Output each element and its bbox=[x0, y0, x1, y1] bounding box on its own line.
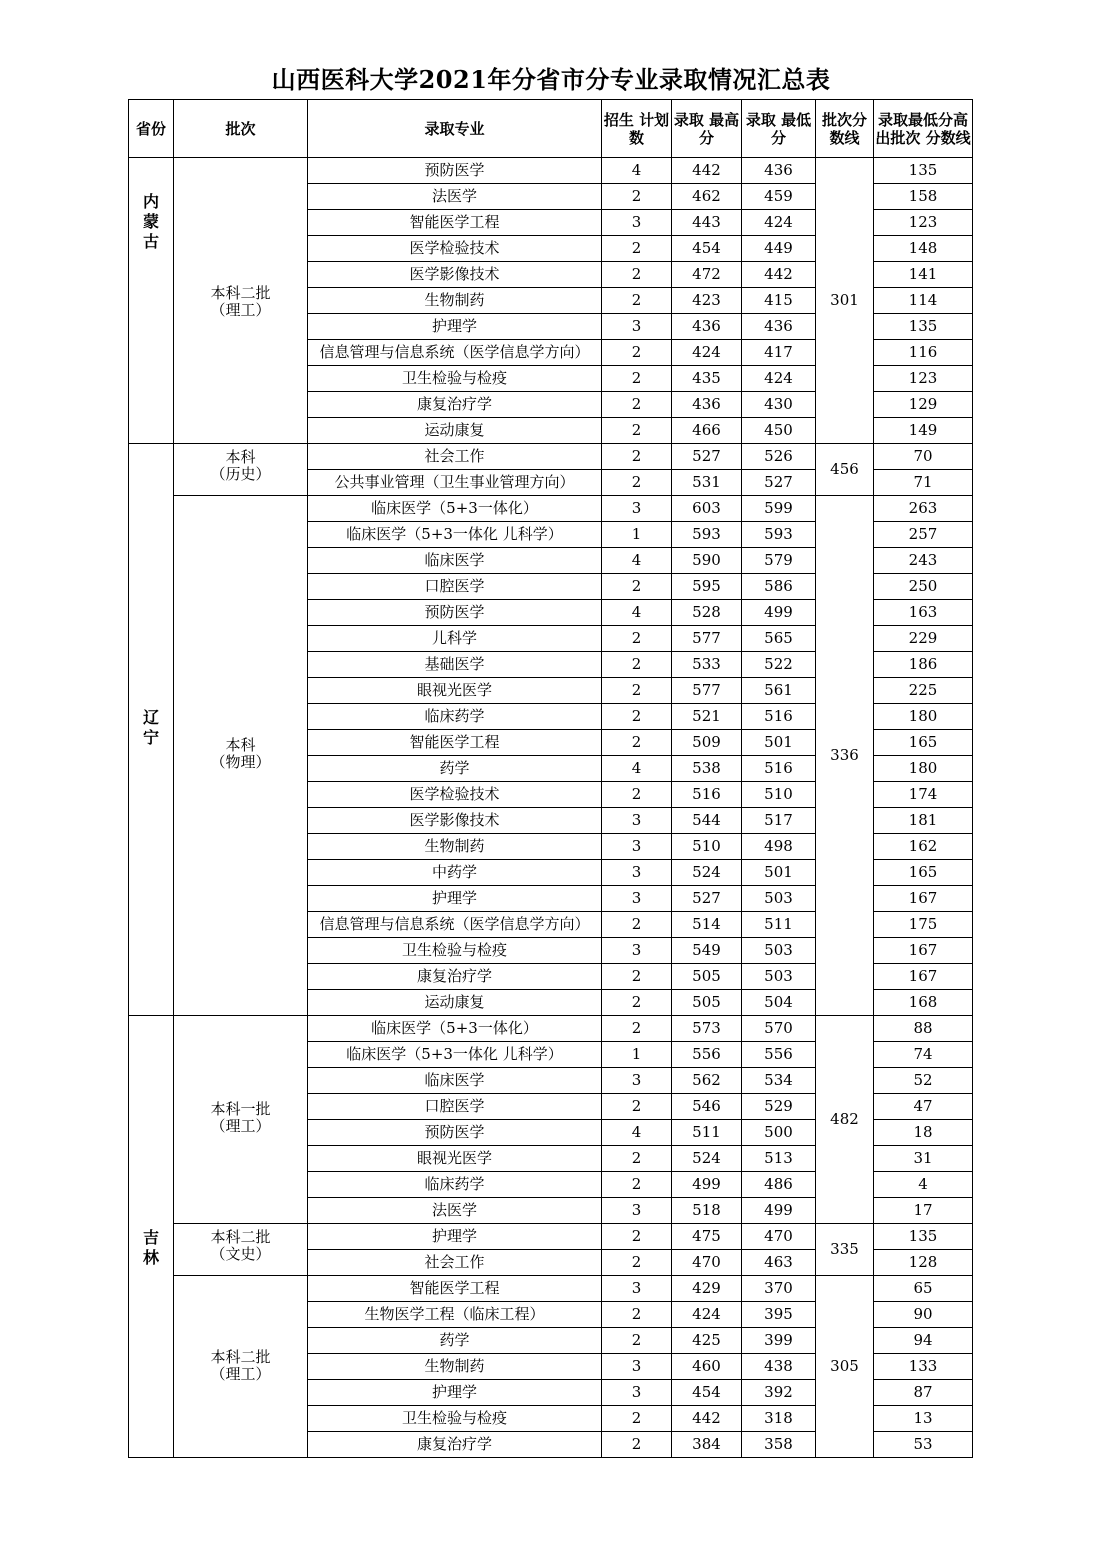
min-score-cell: 417 bbox=[742, 340, 816, 366]
major-cell: 公共事业管理（卫生事业管理方向） bbox=[308, 470, 602, 496]
over-line-cell: 263 bbox=[874, 496, 973, 522]
batch-line-cell: 456 bbox=[816, 444, 874, 496]
major-cell: 康复治疗学 bbox=[308, 964, 602, 990]
max-score-cell: 475 bbox=[672, 1224, 742, 1250]
major-cell: 医学检验技术 bbox=[308, 782, 602, 808]
min-score-cell: 424 bbox=[742, 366, 816, 392]
header-over-line: 录取最低分高出批次 分数线 bbox=[874, 100, 973, 158]
major-cell: 卫生检验与检疫 bbox=[308, 938, 602, 964]
plan-cell: 2 bbox=[602, 470, 672, 496]
min-score-cell: 500 bbox=[742, 1120, 816, 1146]
min-score-cell: 436 bbox=[742, 158, 816, 184]
max-score-cell: 524 bbox=[672, 860, 742, 886]
major-cell: 药学 bbox=[308, 756, 602, 782]
max-score-cell: 505 bbox=[672, 990, 742, 1016]
over-line-cell: 47 bbox=[874, 1094, 973, 1120]
plan-cell: 2 bbox=[602, 1094, 672, 1120]
plan-cell: 2 bbox=[602, 964, 672, 990]
batch-cell-label: 本科 （历史） bbox=[210, 448, 271, 483]
major-cell: 护理学 bbox=[308, 1224, 602, 1250]
min-score-cell: 565 bbox=[742, 626, 816, 652]
over-line-cell: 90 bbox=[874, 1302, 973, 1328]
plan-cell: 3 bbox=[602, 938, 672, 964]
batch-line-cell: 305 bbox=[816, 1276, 874, 1458]
over-line-cell: 243 bbox=[874, 548, 973, 574]
max-score-cell: 518 bbox=[672, 1198, 742, 1224]
plan-cell: 4 bbox=[602, 158, 672, 184]
max-score-cell: 577 bbox=[672, 626, 742, 652]
major-cell: 临床药学 bbox=[308, 1172, 602, 1198]
min-score-cell: 399 bbox=[742, 1328, 816, 1354]
max-score-cell: 528 bbox=[672, 600, 742, 626]
max-score-cell: 524 bbox=[672, 1146, 742, 1172]
over-line-cell: 168 bbox=[874, 990, 973, 1016]
major-cell: 临床医学（5+3一体化） bbox=[308, 1016, 602, 1042]
min-score-cell: 499 bbox=[742, 600, 816, 626]
plan-cell: 2 bbox=[602, 236, 672, 262]
max-score-cell: 436 bbox=[672, 314, 742, 340]
major-cell: 口腔医学 bbox=[308, 1094, 602, 1120]
over-line-cell: 149 bbox=[874, 418, 973, 444]
header-batch: 批次 bbox=[174, 100, 308, 158]
batch-line-cell: 301 bbox=[816, 158, 874, 444]
max-score-cell: 544 bbox=[672, 808, 742, 834]
admission-table bbox=[128, 99, 973, 1458]
plan-cell: 2 bbox=[602, 1172, 672, 1198]
min-score-cell: 586 bbox=[742, 574, 816, 600]
over-line-cell: 123 bbox=[874, 366, 973, 392]
over-line-cell: 74 bbox=[874, 1042, 973, 1068]
max-score-cell: 499 bbox=[672, 1172, 742, 1198]
over-line-cell: 186 bbox=[874, 652, 973, 678]
max-score-cell: 509 bbox=[672, 730, 742, 756]
over-line-cell: 88 bbox=[874, 1016, 973, 1042]
max-score-cell: 549 bbox=[672, 938, 742, 964]
batch-cell-label: 本科二批 （文史） bbox=[210, 1228, 271, 1263]
plan-cell: 3 bbox=[602, 314, 672, 340]
max-score-cell: 505 bbox=[672, 964, 742, 990]
table-row bbox=[129, 158, 973, 184]
plan-cell: 3 bbox=[602, 1380, 672, 1406]
plan-cell: 2 bbox=[602, 418, 672, 444]
min-score-cell: 503 bbox=[742, 964, 816, 990]
max-score-cell: 435 bbox=[672, 366, 742, 392]
plan-cell: 2 bbox=[602, 444, 672, 470]
over-line-cell: 158 bbox=[874, 184, 973, 210]
min-score-cell: 449 bbox=[742, 236, 816, 262]
plan-cell: 2 bbox=[602, 678, 672, 704]
min-score-cell: 395 bbox=[742, 1302, 816, 1328]
max-score-cell: 454 bbox=[672, 236, 742, 262]
max-score-cell: 424 bbox=[672, 340, 742, 366]
over-line-cell: 180 bbox=[874, 704, 973, 730]
header-province: 省份 bbox=[129, 100, 174, 158]
major-cell: 预防医学 bbox=[308, 158, 602, 184]
plan-cell: 2 bbox=[602, 1016, 672, 1042]
batch-cell bbox=[174, 1276, 308, 1458]
major-cell: 信息管理与信息系统（医学信息学方向） bbox=[308, 340, 602, 366]
province-cell bbox=[129, 1016, 174, 1458]
plan-cell: 2 bbox=[602, 652, 672, 678]
over-line-cell: 229 bbox=[874, 626, 973, 652]
max-score-cell: 562 bbox=[672, 1068, 742, 1094]
min-score-cell: 556 bbox=[742, 1042, 816, 1068]
over-line-cell: 129 bbox=[874, 392, 973, 418]
plan-cell: 2 bbox=[602, 1432, 672, 1458]
major-cell: 运动康复 bbox=[308, 990, 602, 1016]
major-cell: 生物医学工程（临床工程） bbox=[308, 1302, 602, 1328]
plan-cell: 2 bbox=[602, 626, 672, 652]
max-score-cell: 460 bbox=[672, 1354, 742, 1380]
over-line-cell: 181 bbox=[874, 808, 973, 834]
province-cell-label: 吉林 bbox=[142, 1228, 159, 1267]
max-score-cell: 470 bbox=[672, 1250, 742, 1276]
plan-cell: 2 bbox=[602, 184, 672, 210]
plan-cell: 2 bbox=[602, 262, 672, 288]
plan-cell: 3 bbox=[602, 860, 672, 886]
over-line-cell: 163 bbox=[874, 600, 973, 626]
header-min-score: 录取 最低分 bbox=[742, 100, 816, 158]
min-score-cell: 436 bbox=[742, 314, 816, 340]
major-cell: 智能医学工程 bbox=[308, 1276, 602, 1302]
min-score-cell: 370 bbox=[742, 1276, 816, 1302]
major-cell: 临床医学（5+3一体化 儿科学） bbox=[308, 522, 602, 548]
min-score-cell: 503 bbox=[742, 938, 816, 964]
max-score-cell: 462 bbox=[672, 184, 742, 210]
major-cell: 法医学 bbox=[308, 184, 602, 210]
min-score-cell: 513 bbox=[742, 1146, 816, 1172]
plan-cell: 2 bbox=[602, 782, 672, 808]
plan-cell: 2 bbox=[602, 366, 672, 392]
plan-cell: 2 bbox=[602, 392, 672, 418]
batch-line-cell: 336 bbox=[816, 496, 874, 1016]
over-line-cell: 31 bbox=[874, 1146, 973, 1172]
over-line-cell: 165 bbox=[874, 860, 973, 886]
page-title: 山西医科大学2021年分省市分专业录取情况汇总表 bbox=[271, 65, 831, 94]
over-line-cell: 53 bbox=[874, 1432, 973, 1458]
plan-cell: 2 bbox=[602, 1406, 672, 1432]
over-line-cell: 148 bbox=[874, 236, 973, 262]
over-line-cell: 180 bbox=[874, 756, 973, 782]
major-cell: 基础医学 bbox=[308, 652, 602, 678]
min-score-cell: 318 bbox=[742, 1406, 816, 1432]
plan-cell: 2 bbox=[602, 912, 672, 938]
plan-cell: 3 bbox=[602, 1276, 672, 1302]
over-line-cell: 52 bbox=[874, 1068, 973, 1094]
max-score-cell: 533 bbox=[672, 652, 742, 678]
over-line-cell: 257 bbox=[874, 522, 973, 548]
major-cell: 临床药学 bbox=[308, 704, 602, 730]
plan-cell: 3 bbox=[602, 210, 672, 236]
major-cell: 康复治疗学 bbox=[308, 392, 602, 418]
min-score-cell: 430 bbox=[742, 392, 816, 418]
province-cell bbox=[129, 444, 174, 1016]
batch-cell bbox=[174, 444, 308, 496]
over-line-cell: 94 bbox=[874, 1328, 973, 1354]
max-score-cell: 425 bbox=[672, 1328, 742, 1354]
min-score-cell: 459 bbox=[742, 184, 816, 210]
max-score-cell: 511 bbox=[672, 1120, 742, 1146]
batch-line-cell: 335 bbox=[816, 1224, 874, 1276]
plan-cell: 2 bbox=[602, 1250, 672, 1276]
major-cell: 医学影像技术 bbox=[308, 808, 602, 834]
min-score-cell: 510 bbox=[742, 782, 816, 808]
major-cell: 临床医学 bbox=[308, 548, 602, 574]
min-score-cell: 516 bbox=[742, 756, 816, 782]
over-line-cell: 123 bbox=[874, 210, 973, 236]
batch-cell bbox=[174, 496, 308, 1016]
max-score-cell: 593 bbox=[672, 522, 742, 548]
plan-cell: 2 bbox=[602, 1146, 672, 1172]
min-score-cell: 392 bbox=[742, 1380, 816, 1406]
min-score-cell: 438 bbox=[742, 1354, 816, 1380]
major-cell: 生物制药 bbox=[308, 834, 602, 860]
major-cell: 临床医学（5+3一体化） bbox=[308, 496, 602, 522]
max-score-cell: 510 bbox=[672, 834, 742, 860]
max-score-cell: 531 bbox=[672, 470, 742, 496]
over-line-cell: 250 bbox=[874, 574, 973, 600]
max-score-cell: 573 bbox=[672, 1016, 742, 1042]
header-plan: 招生 计划数 bbox=[602, 100, 672, 158]
max-score-cell: 423 bbox=[672, 288, 742, 314]
over-line-cell: 70 bbox=[874, 444, 973, 470]
over-line-cell: 128 bbox=[874, 1250, 973, 1276]
major-cell: 眼视光医学 bbox=[308, 1146, 602, 1172]
major-cell: 护理学 bbox=[308, 886, 602, 912]
batch-line-cell: 482 bbox=[816, 1016, 874, 1224]
table-row bbox=[129, 1016, 973, 1042]
min-score-cell: 511 bbox=[742, 912, 816, 938]
min-score-cell: 517 bbox=[742, 808, 816, 834]
over-line-cell: 225 bbox=[874, 678, 973, 704]
min-score-cell: 570 bbox=[742, 1016, 816, 1042]
major-cell: 护理学 bbox=[308, 314, 602, 340]
province-cell bbox=[129, 158, 174, 444]
max-score-cell: 443 bbox=[672, 210, 742, 236]
max-score-cell: 514 bbox=[672, 912, 742, 938]
plan-cell: 2 bbox=[602, 288, 672, 314]
major-cell: 医学检验技术 bbox=[308, 236, 602, 262]
plan-cell: 3 bbox=[602, 496, 672, 522]
plan-cell: 2 bbox=[602, 704, 672, 730]
header-batch-line: 批次分数线 bbox=[816, 100, 874, 158]
over-line-cell: 175 bbox=[874, 912, 973, 938]
max-score-cell: 556 bbox=[672, 1042, 742, 1068]
plan-cell: 3 bbox=[602, 1354, 672, 1380]
min-score-cell: 498 bbox=[742, 834, 816, 860]
min-score-cell: 501 bbox=[742, 730, 816, 756]
table-row bbox=[129, 1224, 973, 1250]
max-score-cell: 527 bbox=[672, 886, 742, 912]
over-line-cell: 65 bbox=[874, 1276, 973, 1302]
major-cell: 智能医学工程 bbox=[308, 730, 602, 756]
over-line-cell: 4 bbox=[874, 1172, 973, 1198]
plan-cell: 2 bbox=[602, 990, 672, 1016]
plan-cell: 3 bbox=[602, 834, 672, 860]
over-line-cell: 133 bbox=[874, 1354, 973, 1380]
major-cell: 临床医学 bbox=[308, 1068, 602, 1094]
major-cell: 眼视光医学 bbox=[308, 678, 602, 704]
max-score-cell: 527 bbox=[672, 444, 742, 470]
min-score-cell: 486 bbox=[742, 1172, 816, 1198]
major-cell: 预防医学 bbox=[308, 1120, 602, 1146]
batch-cell bbox=[174, 1016, 308, 1224]
min-score-cell: 424 bbox=[742, 210, 816, 236]
major-cell: 生物制药 bbox=[308, 1354, 602, 1380]
header-max-score: 录取 最高分 bbox=[672, 100, 742, 158]
max-score-cell: 424 bbox=[672, 1302, 742, 1328]
major-cell: 康复治疗学 bbox=[308, 1432, 602, 1458]
major-cell: 法医学 bbox=[308, 1198, 602, 1224]
major-cell: 运动康复 bbox=[308, 418, 602, 444]
over-line-cell: 135 bbox=[874, 158, 973, 184]
major-cell: 卫生检验与检疫 bbox=[308, 366, 602, 392]
major-cell: 儿科学 bbox=[308, 626, 602, 652]
max-score-cell: 603 bbox=[672, 496, 742, 522]
min-score-cell: 442 bbox=[742, 262, 816, 288]
max-score-cell: 595 bbox=[672, 574, 742, 600]
over-line-cell: 135 bbox=[874, 314, 973, 340]
max-score-cell: 384 bbox=[672, 1432, 742, 1458]
max-score-cell: 546 bbox=[672, 1094, 742, 1120]
major-cell: 智能医学工程 bbox=[308, 210, 602, 236]
over-line-cell: 71 bbox=[874, 470, 973, 496]
plan-cell: 1 bbox=[602, 1042, 672, 1068]
plan-cell: 4 bbox=[602, 756, 672, 782]
over-line-cell: 87 bbox=[874, 1380, 973, 1406]
over-line-cell: 162 bbox=[874, 834, 973, 860]
table-row bbox=[129, 444, 973, 470]
plan-cell: 1 bbox=[602, 522, 672, 548]
min-score-cell: 522 bbox=[742, 652, 816, 678]
min-score-cell: 561 bbox=[742, 678, 816, 704]
province-cell-label: 辽宁 bbox=[142, 708, 159, 747]
min-score-cell: 504 bbox=[742, 990, 816, 1016]
min-score-cell: 470 bbox=[742, 1224, 816, 1250]
major-cell: 信息管理与信息系统（医学信息学方向） bbox=[308, 912, 602, 938]
batch-cell-label: 本科 （物理） bbox=[210, 736, 271, 771]
header-major: 录取专业 bbox=[308, 100, 602, 158]
plan-cell: 4 bbox=[602, 600, 672, 626]
min-score-cell: 499 bbox=[742, 1198, 816, 1224]
max-score-cell: 577 bbox=[672, 678, 742, 704]
min-score-cell: 526 bbox=[742, 444, 816, 470]
over-line-cell: 141 bbox=[874, 262, 973, 288]
plan-cell: 2 bbox=[602, 574, 672, 600]
province-cell-label: 内蒙古 bbox=[142, 192, 159, 251]
max-score-cell: 516 bbox=[672, 782, 742, 808]
plan-cell: 3 bbox=[602, 1068, 672, 1094]
over-line-cell: 167 bbox=[874, 964, 973, 990]
over-line-cell: 167 bbox=[874, 938, 973, 964]
min-score-cell: 516 bbox=[742, 704, 816, 730]
over-line-cell: 174 bbox=[874, 782, 973, 808]
major-cell: 临床医学（5+3一体化 儿科学） bbox=[308, 1042, 602, 1068]
max-score-cell: 521 bbox=[672, 704, 742, 730]
over-line-cell: 135 bbox=[874, 1224, 973, 1250]
min-score-cell: 501 bbox=[742, 860, 816, 886]
max-score-cell: 442 bbox=[672, 158, 742, 184]
max-score-cell: 436 bbox=[672, 392, 742, 418]
batch-cell-label: 本科二批 （理工） bbox=[210, 284, 271, 319]
table-row bbox=[129, 1276, 973, 1302]
min-score-cell: 579 bbox=[742, 548, 816, 574]
min-score-cell: 503 bbox=[742, 886, 816, 912]
over-line-cell: 13 bbox=[874, 1406, 973, 1432]
major-cell: 社会工作 bbox=[308, 444, 602, 470]
plan-cell: 2 bbox=[602, 1302, 672, 1328]
max-score-cell: 429 bbox=[672, 1276, 742, 1302]
table-row bbox=[129, 496, 973, 522]
table-body bbox=[129, 158, 973, 1458]
batch-cell-label: 本科二批 （理工） bbox=[210, 1348, 271, 1383]
over-line-cell: 114 bbox=[874, 288, 973, 314]
plan-cell: 2 bbox=[602, 730, 672, 756]
plan-cell: 3 bbox=[602, 1198, 672, 1224]
plan-cell: 4 bbox=[602, 548, 672, 574]
batch-cell bbox=[174, 158, 308, 444]
major-cell: 生物制药 bbox=[308, 288, 602, 314]
plan-cell: 2 bbox=[602, 340, 672, 366]
major-cell: 医学影像技术 bbox=[308, 262, 602, 288]
plan-cell: 3 bbox=[602, 886, 672, 912]
min-score-cell: 529 bbox=[742, 1094, 816, 1120]
major-cell: 中药学 bbox=[308, 860, 602, 886]
min-score-cell: 593 bbox=[742, 522, 816, 548]
min-score-cell: 527 bbox=[742, 470, 816, 496]
min-score-cell: 463 bbox=[742, 1250, 816, 1276]
over-line-cell: 18 bbox=[874, 1120, 973, 1146]
plan-cell: 2 bbox=[602, 1224, 672, 1250]
major-cell: 卫生检验与检疫 bbox=[308, 1406, 602, 1432]
max-score-cell: 590 bbox=[672, 548, 742, 574]
major-cell: 药学 bbox=[308, 1328, 602, 1354]
header-row bbox=[129, 100, 973, 158]
major-cell: 预防医学 bbox=[308, 600, 602, 626]
plan-cell: 4 bbox=[602, 1120, 672, 1146]
min-score-cell: 534 bbox=[742, 1068, 816, 1094]
over-line-cell: 167 bbox=[874, 886, 973, 912]
batch-cell-label: 本科一批 （理工） bbox=[210, 1100, 271, 1135]
plan-cell: 2 bbox=[602, 1328, 672, 1354]
max-score-cell: 472 bbox=[672, 262, 742, 288]
over-line-cell: 17 bbox=[874, 1198, 973, 1224]
min-score-cell: 415 bbox=[742, 288, 816, 314]
plan-cell: 3 bbox=[602, 808, 672, 834]
max-score-cell: 442 bbox=[672, 1406, 742, 1432]
max-score-cell: 466 bbox=[672, 418, 742, 444]
major-cell: 口腔医学 bbox=[308, 574, 602, 600]
over-line-cell: 116 bbox=[874, 340, 973, 366]
min-score-cell: 450 bbox=[742, 418, 816, 444]
min-score-cell: 599 bbox=[742, 496, 816, 522]
over-line-cell: 165 bbox=[874, 730, 973, 756]
major-cell: 护理学 bbox=[308, 1380, 602, 1406]
min-score-cell: 358 bbox=[742, 1432, 816, 1458]
max-score-cell: 538 bbox=[672, 756, 742, 782]
major-cell: 社会工作 bbox=[308, 1250, 602, 1276]
max-score-cell: 454 bbox=[672, 1380, 742, 1406]
batch-cell bbox=[174, 1224, 308, 1276]
